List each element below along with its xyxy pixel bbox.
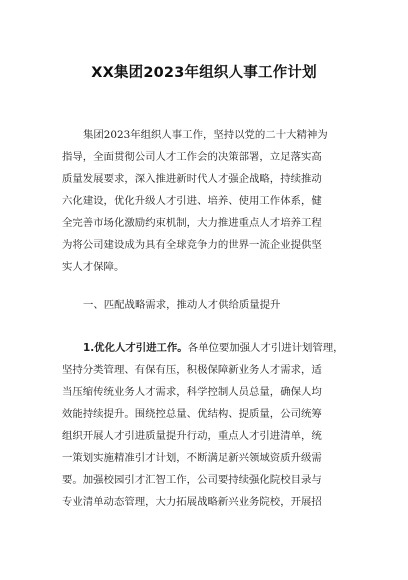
item-lead: 1.优化人才引进工作。: [83, 342, 188, 354]
intro-paragraph: [62, 124, 352, 278]
document-title: XX集团2023年组织人事工作计划: [91, 65, 317, 81]
intro-line: 质量发展要求，深入推进新时代人才强企战略，持续推动: [62, 173, 322, 185]
intro-line: 集团2023年组织人事工作，坚持以党的二十大精神为: [83, 129, 328, 141]
intro-line: 指导，全面贯彻公司人才工作会的决策部署，立足落实高: [62, 151, 322, 163]
item-paragraph: [62, 337, 352, 513]
item-first-line: [62, 337, 352, 359]
intro-line: 实人才保障。: [62, 261, 125, 273]
item-line: 效能持续提升。围绕控总量、优结构、提质量，公司统筹: [62, 408, 322, 420]
item-line: 要。加强校园引才汇智工作，公司要持续强化院校目录与: [62, 474, 322, 486]
item-line: 当压缩传统业务人才需求，科学控制人员总量，确保人均: [62, 386, 322, 398]
item-line: 专业清单动态管理，大力拓展战略新兴业务院校，开展招: [62, 496, 322, 508]
item-line: 坚持分类管理、有保有压，积极保障新业务人才需求，适: [62, 364, 322, 376]
intro-line: 六化建设，优化升级人才引进、培养、使用工作体系，健: [62, 195, 322, 207]
item-line: 组织开展人才引进质量提升行动，重点人才引进清单，统: [62, 430, 322, 442]
item-first-rest: 各单位要加强人才引进计划管理，: [187, 342, 344, 354]
intro-line: 为将公司建设成为具有全球竞争力的世界一流企业提供坚: [62, 239, 322, 251]
intro-line: 全完善市场化激励约束机制，大力推进重点人才培养工程: [62, 217, 322, 229]
item-line: 一策划实施精准引才计划，不断满足新兴领域资质升级需: [62, 452, 322, 464]
section-heading: 一、匹配战略需求，推动人才供给质量提升: [83, 299, 281, 311]
